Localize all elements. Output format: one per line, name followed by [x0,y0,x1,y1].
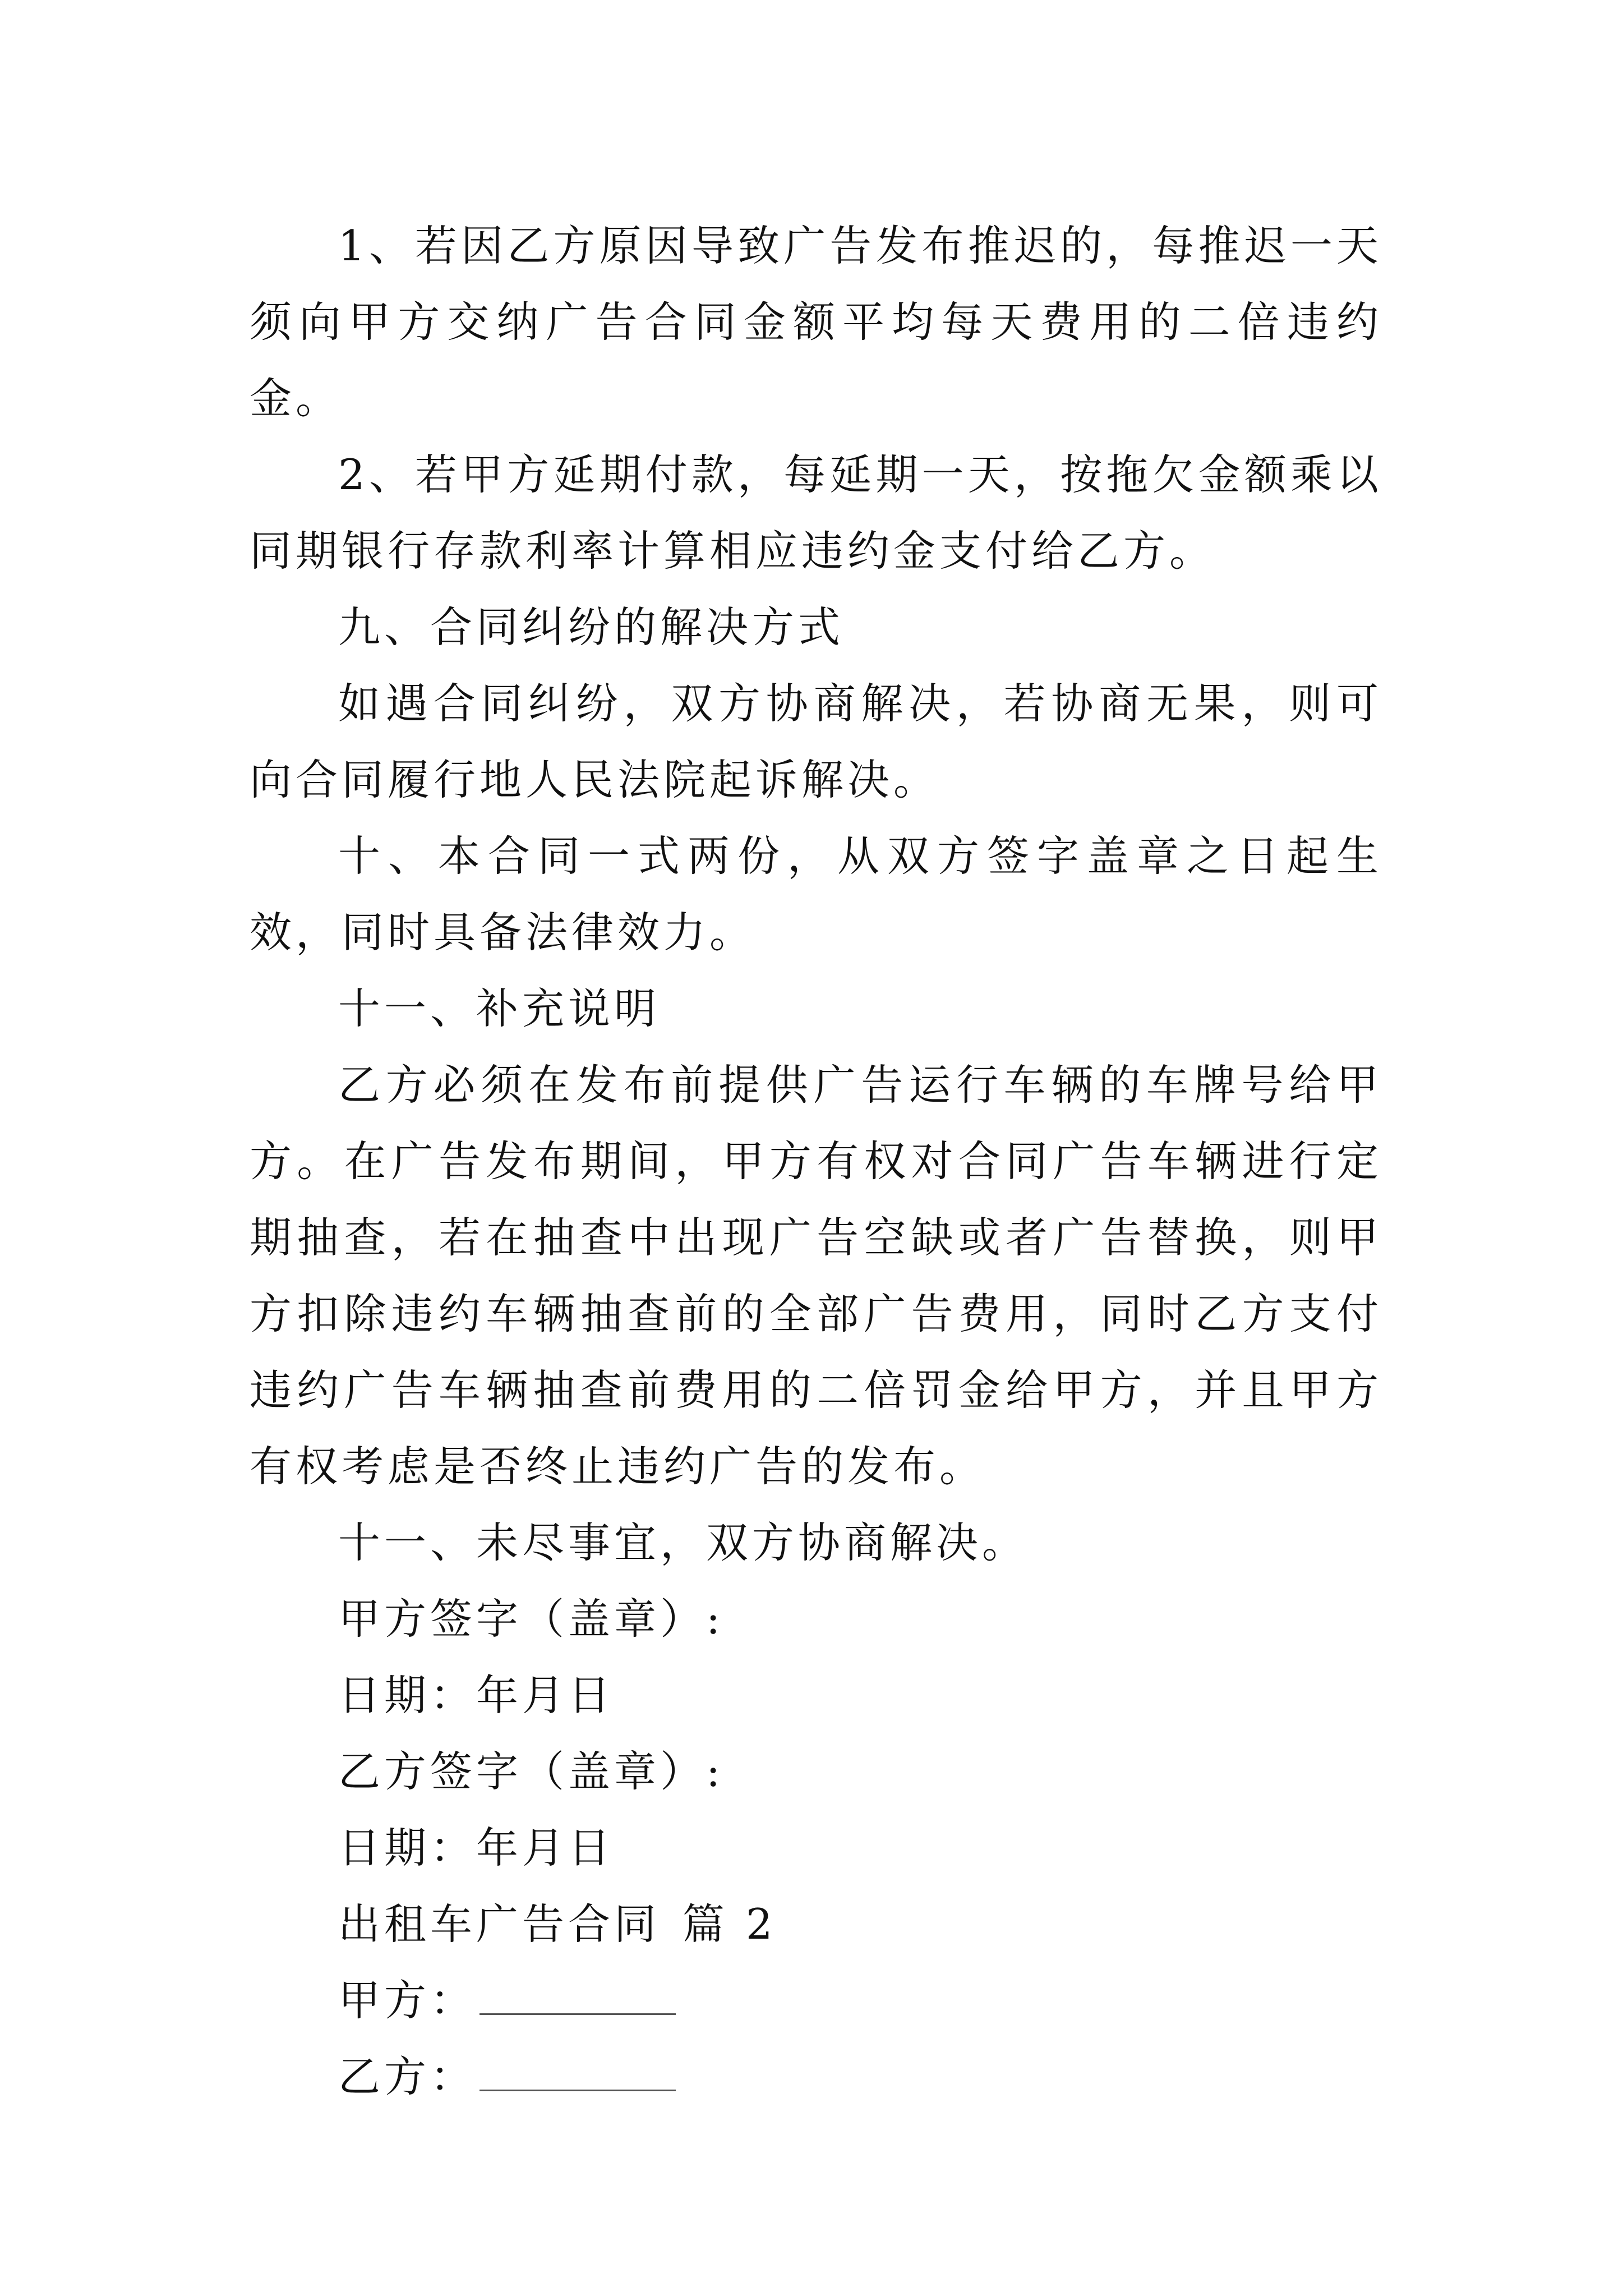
section-2-label: 篇 2 [683,1899,777,1949]
party-b-line [250,2039,1382,2115]
party-a-line [250,1962,1382,2039]
party-b-label: 乙方： [338,2052,477,2101]
clause-late-payment: 2、若甲方延期付款，每延期一天，按拖欠金额乘以同期银行存款利率计算相应违约金支付给乙方。 [250,450,1382,576]
document-body [250,208,1382,2115]
party-a-date-label: 日期：年月日 [338,1671,615,1720]
section-2-title: 出租车广告合同 [338,1899,661,1949]
party-a-blank-field[interactable] [479,1980,676,2015]
section-heading-supplement: 十一、补充说明 [338,984,661,1033]
party-a-label: 甲方： [338,1976,477,2025]
clause-delay-penalty: 1、若因乙方原因导致广告发布推迟的，每推迟一天须向甲方交纳广告合同金额平均每天费用的二倍违约金。 [250,221,1382,423]
clause-copies-effective: 十、本合同一式两份，从双方签字盖章之日起生效，同时具备法律效力。 [250,831,1382,957]
section-heading-dispute: 九、合同纠纷的解决方式 [338,602,845,652]
party-a-signature-label: 甲方签字（盖章）: [338,1594,725,1644]
party-b-signature-label: 乙方签字（盖章）: [338,1747,725,1796]
clause-other-matters: 十一、未尽事宜，双方协商解决。 [338,1518,1029,1567]
section-2-heading [250,1886,1382,1962]
clause-supplement: 乙方必须在发布前提供广告运行车辆的车牌号给甲方。在广告发布期间，甲方有权对合同广告车辆进行定期抽查，若在抽查中出现广告空缺或者广告替换，则甲方扣除违约车辆抽查前的全部广告费用，同时乙方支付违约广告车辆抽查前费用的二倍罚金给甲方，并且甲方有权考虑是否终止违约广告的发布。 [250,1060,1382,1491]
party-b-date-label: 日期：年月日 [338,1823,615,1872]
clause-dispute-resolution: 如遇合同纠纷，双方协商解决，若协商无果，则可向合同履行地人民法院起诉解决。 [250,679,1382,804]
party-b-blank-field[interactable] [479,2056,676,2091]
